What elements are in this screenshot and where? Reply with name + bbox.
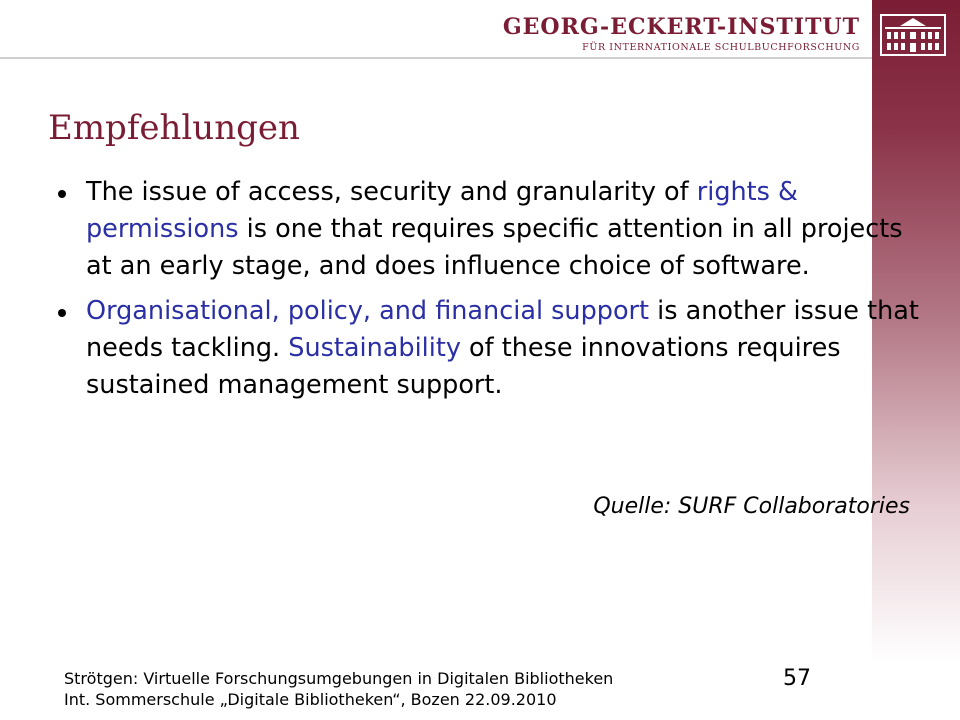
bullet-text-part: of these innovations requires sustained management support. xyxy=(86,333,841,400)
slide-title: Empfehlungen xyxy=(48,108,300,148)
bullet-dot-icon xyxy=(58,190,66,198)
footer-line-1: Strötgen: Virtuelle Forschungsumgebungen in Digitalen Bibliotheken xyxy=(64,669,614,688)
footer-text xyxy=(64,668,613,710)
header-divider xyxy=(0,57,872,59)
bullet-item xyxy=(52,174,922,285)
institute-subtitle: FÜR INTERNATIONALE SCHULBUCHFORSCHUNG xyxy=(582,42,860,53)
source-citation: Quelle: SURF Collaboratories xyxy=(593,494,910,519)
bullet-highlight-text: rights & permissions xyxy=(86,177,798,244)
bullet-list xyxy=(52,174,922,412)
bullet-item xyxy=(52,293,922,404)
bullet-text-part: The issue of access, security and granularity of xyxy=(86,177,697,207)
institute-name: GEORG-ECKERT-INSTITUT xyxy=(502,14,860,40)
footer-line-2: Int. Sommerschule „Digitale Bibliotheken“, Bozen 22.09.2010 xyxy=(64,690,557,709)
bullet-text-part: is another issue that needs tackling. xyxy=(86,296,919,363)
building-icon xyxy=(880,14,946,56)
page-number: 57 xyxy=(783,666,811,691)
bullet-text-part: is one that requires specific attention in all projects at an early stage, and does influence choice of software. xyxy=(86,214,903,281)
bullet-highlight-text: Sustainability xyxy=(288,333,461,363)
bullet-dot-icon xyxy=(58,309,66,317)
bullet-highlight-text: Organisational, policy, and financial support xyxy=(86,296,650,326)
